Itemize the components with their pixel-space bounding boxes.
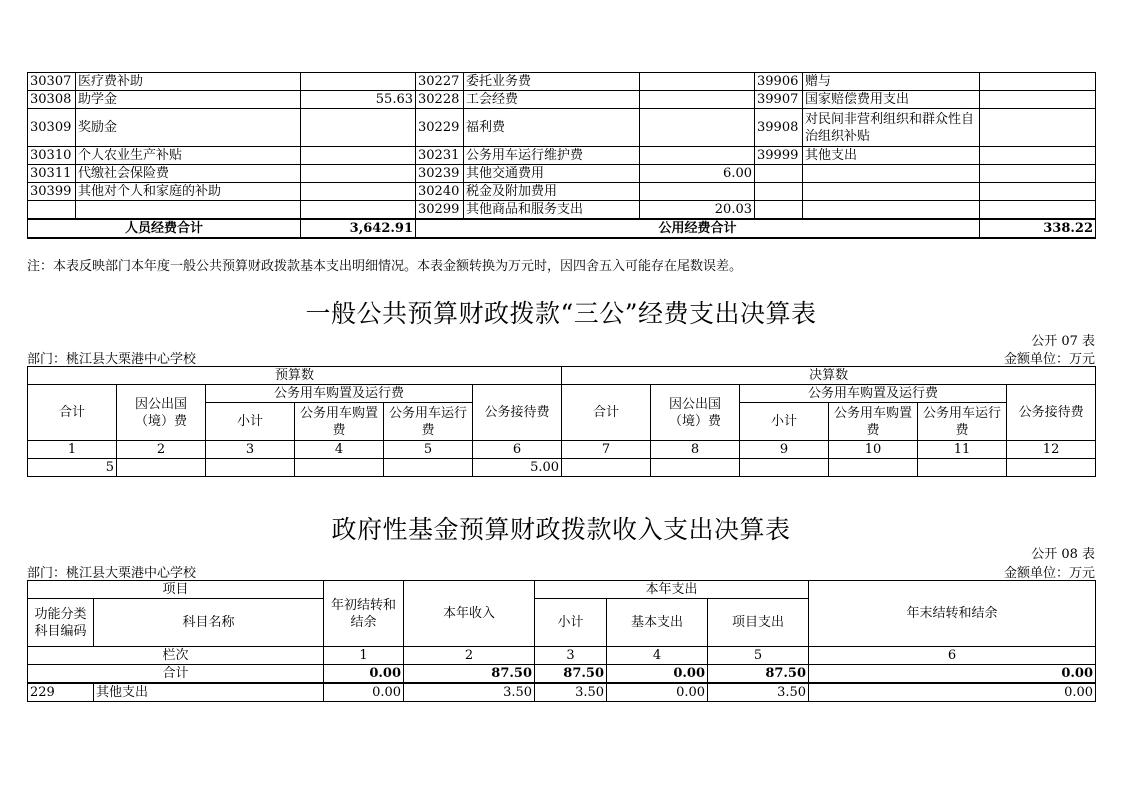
- code-cell: 30308: [28, 91, 76, 109]
- car-run-header: 公务用车运行费: [384, 403, 473, 441]
- col-num: 11: [918, 441, 1007, 459]
- value-cell: [980, 91, 1096, 109]
- code-cell: 30309: [28, 109, 76, 147]
- name-cell: 公务用车运行维护费: [464, 147, 640, 165]
- table-row: [28, 201, 1096, 220]
- value-cell: 0.00: [607, 665, 708, 684]
- code-cell: 30310: [28, 147, 76, 165]
- abroad-line: （境）费: [134, 413, 187, 429]
- abroad-line: 因公出国: [669, 396, 722, 412]
- unit-label: 金额单位：万元: [1003, 352, 1095, 367]
- value-cell: [1007, 459, 1096, 477]
- col-num: 2: [404, 647, 535, 665]
- value-cell: [301, 147, 416, 165]
- subtotal-header: 小计: [206, 403, 295, 441]
- personnel-total-value: 3,642.91: [301, 219, 416, 238]
- value-cell: [206, 459, 295, 477]
- col-num: 5: [384, 441, 473, 459]
- code-cell: [755, 201, 803, 220]
- col-num: 6: [473, 441, 562, 459]
- name-cell: 福利费: [464, 109, 640, 147]
- department-label: 部门：桃江县大栗港中心学校: [27, 566, 197, 581]
- col-num: 2: [117, 441, 206, 459]
- value-cell: [301, 183, 416, 201]
- name-cell: 其他交通费用: [464, 165, 640, 183]
- value-cell: [301, 201, 416, 220]
- code-cell: 39908: [755, 109, 803, 147]
- func-code-header: [28, 599, 94, 647]
- total-header: 合计: [562, 385, 651, 441]
- reception-header: 公务接待费: [1007, 385, 1096, 441]
- name-cell: 对民间非营利组织和群众性自治组织补贴: [803, 109, 980, 147]
- name-cell: 其他对个人和家庭的补助: [76, 183, 301, 201]
- abroad-header: [651, 385, 740, 441]
- totals-row: [28, 219, 1096, 238]
- header-line: 年初结转和: [331, 597, 397, 613]
- code-cell: 30229: [416, 109, 464, 147]
- code-cell: [755, 183, 803, 201]
- code-cell: 30240: [416, 183, 464, 201]
- value-cell: [980, 147, 1096, 165]
- table-row: [28, 683, 1096, 702]
- government-fund-table: [27, 580, 1096, 702]
- code-cell: [28, 201, 76, 220]
- value-cell: 3.50: [535, 683, 607, 702]
- code-cell: 30299: [416, 201, 464, 220]
- value-cell: 87.50: [404, 665, 535, 684]
- code-cell: 30227: [416, 73, 464, 91]
- code-cell: 30239: [416, 165, 464, 183]
- table-row: [28, 183, 1096, 201]
- value-cell: [117, 459, 206, 477]
- col-num: 7: [562, 441, 651, 459]
- name-cell: 委托业务费: [464, 73, 640, 91]
- table-code: 公开 07 表: [1031, 334, 1095, 349]
- subtotal-header: 小计: [535, 599, 607, 647]
- header-row: [28, 385, 1096, 403]
- expense-header: 本年支出: [535, 581, 809, 599]
- value-cell: [301, 73, 416, 91]
- value-cell: 5: [28, 459, 117, 477]
- department-label: 部门：桃江县大栗港中心学校: [27, 352, 197, 367]
- col-num: 12: [1007, 441, 1096, 459]
- begin-balance-header: [324, 581, 404, 647]
- abroad-line: （境）费: [669, 413, 722, 429]
- code-cell: 229: [28, 683, 94, 702]
- public-total-value: 338.22: [980, 219, 1096, 238]
- name-cell: 其他支出: [803, 147, 980, 165]
- car-buy-header: 公务用车购置费: [295, 403, 384, 441]
- value-cell: [640, 91, 755, 109]
- table-row: [28, 147, 1096, 165]
- section-title-three-public: 一般公共预算财政拨款“三公”经费支出决算表: [305, 299, 817, 328]
- value-cell: [384, 459, 473, 477]
- value-cell: [301, 165, 416, 183]
- col-num: 1: [324, 647, 404, 665]
- public-total-label: 公用经费合计: [416, 219, 980, 238]
- data-row: [28, 459, 1096, 477]
- col-label: 栏次: [28, 647, 324, 665]
- name-cell: 个人农业生产补贴: [76, 147, 301, 165]
- name-cell: 其他商品和服务支出: [464, 201, 640, 220]
- code-cell: 30311: [28, 165, 76, 183]
- car-buy-header: 公务用车购置费: [829, 403, 918, 441]
- value-cell: [640, 183, 755, 201]
- value-cell: [980, 73, 1096, 91]
- table-code: 公开 08 表: [1031, 547, 1095, 562]
- col-num: 6: [809, 647, 1096, 665]
- code-cell: 39906: [755, 73, 803, 91]
- table-row: [28, 91, 1096, 109]
- total-label: 合计: [28, 665, 324, 684]
- name-cell: 其他支出: [94, 683, 324, 702]
- subtotal-header: 小计: [740, 403, 829, 441]
- value-cell: 0.00: [324, 683, 404, 702]
- three-public-table: [27, 366, 1096, 477]
- personnel-total-label: 人员经费合计: [28, 219, 301, 238]
- value-cell: 87.50: [535, 665, 607, 684]
- header-line: 结余: [350, 614, 377, 630]
- basic-expenditure-table: [27, 72, 1096, 239]
- col-num: 10: [829, 441, 918, 459]
- value-cell: [980, 201, 1096, 220]
- value-cell: [829, 459, 918, 477]
- unit-label: 金额单位：万元: [1003, 566, 1095, 581]
- col-num: 3: [206, 441, 295, 459]
- name-cell: 医疗费补助: [76, 73, 301, 91]
- code-cell: [755, 165, 803, 183]
- code-cell: 30399: [28, 183, 76, 201]
- value-cell: [980, 183, 1096, 201]
- header-row: [28, 581, 1096, 599]
- code-cell: 30307: [28, 73, 76, 91]
- name-cell: [803, 165, 980, 183]
- name-cell: 工会经费: [464, 91, 640, 109]
- header-line: 科目编码: [34, 623, 87, 639]
- column-number-row: [28, 647, 1096, 665]
- name-cell: 代缴社会保险费: [76, 165, 301, 183]
- total-header: 合计: [28, 385, 117, 441]
- value-cell: 20.03: [640, 201, 755, 220]
- value-cell: [980, 165, 1096, 183]
- value-cell: [640, 147, 755, 165]
- value-cell: 3.50: [708, 683, 809, 702]
- table-row: [28, 165, 1096, 183]
- car-header: 公务用车购置及运行费: [740, 385, 1007, 403]
- value-cell: [918, 459, 1007, 477]
- value-cell: 6.00: [640, 165, 755, 183]
- col-num: 5: [708, 647, 809, 665]
- table-note: 注：本表反映部门本年度一般公共预算财政拨款基本支出明细情况。本表金额转换为万元时，因四舍五入可能存在尾数误差。: [27, 259, 743, 274]
- budget-header: 预算数: [28, 367, 562, 385]
- basic-expenditure-rows: [28, 73, 1096, 239]
- value-cell: [301, 109, 416, 147]
- value-cell: [295, 459, 384, 477]
- col-num: 1: [28, 441, 117, 459]
- code-cell: 39907: [755, 91, 803, 109]
- abroad-header: [117, 385, 206, 441]
- value-cell: [562, 459, 651, 477]
- code-cell: 30231: [416, 147, 464, 165]
- code-cell: 39999: [755, 147, 803, 165]
- col-num: 8: [651, 441, 740, 459]
- table-row: [28, 73, 1096, 91]
- name-cell: [76, 201, 301, 220]
- name-cell: 奖励金: [76, 109, 301, 147]
- col-num: 3: [535, 647, 607, 665]
- section-title-government-fund: 政府性基金预算财政拨款收入支出决算表: [331, 515, 791, 544]
- value-cell: 0.00: [324, 665, 404, 684]
- column-number-row: [28, 441, 1096, 459]
- value-cell: 0.00: [809, 683, 1096, 702]
- value-cell: [651, 459, 740, 477]
- code-cell: 30228: [416, 91, 464, 109]
- col-num: 4: [295, 441, 384, 459]
- value-cell: 5.00: [473, 459, 562, 477]
- name-cell: 助学金: [76, 91, 301, 109]
- value-cell: 3.50: [404, 683, 535, 702]
- name-cell: [803, 183, 980, 201]
- value-cell: 0.00: [809, 665, 1096, 684]
- table-row: [28, 109, 1096, 147]
- abroad-line: 因公出国: [134, 396, 187, 412]
- car-run-header: 公务用车运行费: [918, 403, 1007, 441]
- income-header: 本年收入: [404, 581, 535, 647]
- value-cell: 0.00: [607, 683, 708, 702]
- totals-row: [28, 665, 1096, 684]
- basic-header: 基本支出: [607, 599, 708, 647]
- header-row: [28, 367, 1096, 385]
- value-cell: [980, 109, 1096, 147]
- subject-name-header: 科目名称: [94, 599, 324, 647]
- value-cell: [640, 73, 755, 91]
- col-num: 4: [607, 647, 708, 665]
- name-cell: 税金及附加费用: [464, 183, 640, 201]
- reception-header: 公务接待费: [473, 385, 562, 441]
- item-header: 项目: [28, 581, 324, 599]
- col-num: 9: [740, 441, 829, 459]
- name-cell: 赠与: [803, 73, 980, 91]
- final-header: 决算数: [562, 367, 1096, 385]
- name-cell: [803, 201, 980, 220]
- header-line: 功能分类: [34, 606, 87, 622]
- name-cell: 国家赔偿费用支出: [803, 91, 980, 109]
- value-cell: [740, 459, 829, 477]
- value-cell: [640, 109, 755, 147]
- car-header: 公务用车购置及运行费: [206, 385, 473, 403]
- project-header: 项目支出: [708, 599, 809, 647]
- end-balance-header: 年末结转和结余: [809, 581, 1096, 647]
- value-cell: 87.50: [708, 665, 809, 684]
- value-cell: 55.63: [301, 91, 416, 109]
